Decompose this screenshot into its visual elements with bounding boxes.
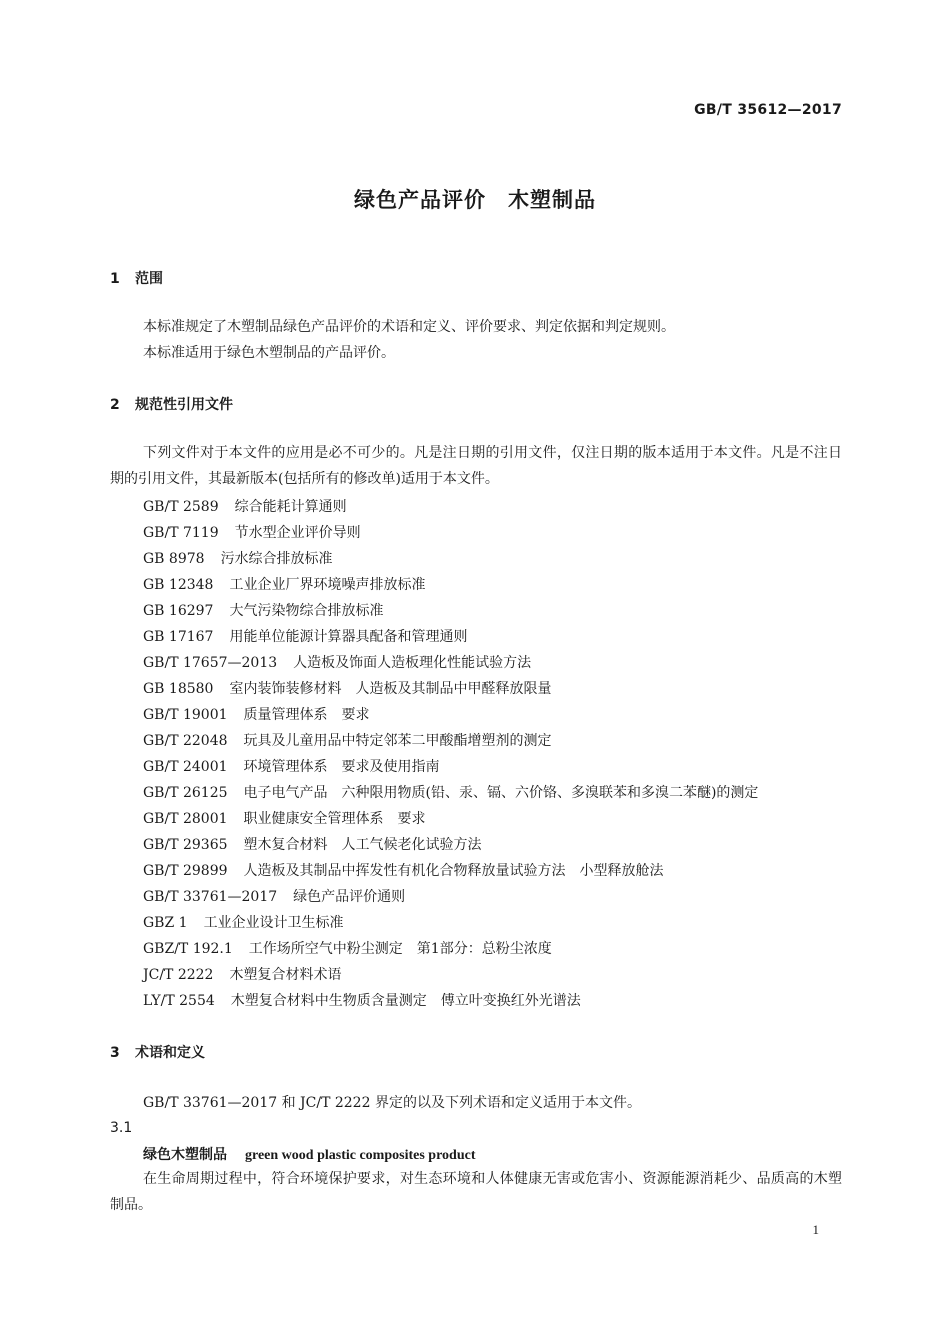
reference-title: 木塑复合材料术语: [229, 967, 342, 983]
reference-title: 木塑复合材料中生物质含量测定 傅立叶变换红外光谱法: [230, 993, 581, 1009]
reference-code: GB/T 24001: [143, 759, 228, 775]
scope-paragraph-2: 本标准适用于绿色木塑制品的产品评价。: [143, 345, 395, 361]
reference-title: 人造板及饰面人造板理化性能试验方法: [293, 655, 532, 671]
reference-item: [143, 520, 758, 546]
reference-title: 大气污染物综合排放标准: [229, 603, 384, 619]
reference-title: 电子电气产品 六种限用物质(铅、汞、镉、六价铬、多溴联苯和多溴二苯醚)的测定: [243, 785, 759, 801]
reference-code: GB 8978: [143, 551, 205, 567]
reference-title: 污水综合排放标准: [220, 551, 333, 567]
reference-title: 人造板及其制品中挥发性有机化合物释放量试验方法 小型释放舱法: [243, 863, 664, 879]
reference-item: [143, 650, 758, 676]
section-title: 规范性引用文件: [135, 397, 233, 413]
reference-title: 玩具及儿童用品中特定邻苯二甲酸酯增塑剂的测定: [243, 733, 552, 749]
term-entry: [143, 1144, 475, 1164]
reference-code: JC/T 2222: [143, 967, 214, 983]
reference-code: GB/T 19001: [143, 707, 228, 723]
reference-title: 综合能耗计算通则: [234, 499, 347, 515]
reference-code: GB/T 29899: [143, 863, 228, 879]
reference-item: [143, 624, 758, 650]
reference-code: GB 12348: [143, 577, 214, 593]
terms-intro: GB/T 33761—2017 和 JC/T 2222 界定的以及下列术语和定义适用于本文件。: [143, 1095, 641, 1111]
section-title: 范围: [135, 271, 163, 287]
reference-code: GBZ 1: [143, 915, 188, 931]
reference-item: [143, 832, 758, 858]
clause-number: 3.1: [110, 1120, 133, 1136]
reference-item: [143, 572, 758, 598]
term-definition: 在生命周期过程中，符合环境保护要求，对生态环境和人体健康无害或危害小、资源能源消耗少、品质高的木塑制品。: [110, 1171, 842, 1213]
section-1-heading: [110, 268, 163, 288]
reference-list: [143, 494, 758, 1014]
scope-paragraph-1: 本标准规定了木塑制品绿色产品评价的术语和定义、评价要求、判定依据和判定规则。: [143, 319, 675, 335]
reference-title: 工作场所空气中粉尘测定 第1部分：总粉尘浓度: [248, 941, 552, 957]
reference-code: LY/T 2554: [143, 993, 215, 1009]
reference-code: GB/T 2589: [143, 499, 219, 515]
reference-code: GB/T 29365: [143, 837, 228, 853]
reference-item: [143, 962, 758, 988]
reference-code: GB/T 33761—2017: [143, 889, 278, 905]
reference-title: 绿色产品评价通则: [293, 889, 406, 905]
reference-code: GB 16297: [143, 603, 214, 619]
reference-item: [143, 858, 758, 884]
reference-item: [143, 936, 758, 962]
reference-title: 工业企业设计卫生标准: [203, 915, 344, 931]
section-number: 2: [110, 397, 120, 413]
reference-code: GB/T 7119: [143, 525, 219, 541]
reference-item: [143, 598, 758, 624]
reference-title: 室内装饰装修材料 人造板及其制品中甲醛释放限量: [229, 681, 552, 697]
reference-item: [143, 910, 758, 936]
reference-code: GB/T 28001: [143, 811, 228, 827]
reference-item: [143, 728, 758, 754]
reference-code: GB/T 17657—2013: [143, 655, 278, 671]
reference-item: [143, 806, 758, 832]
section-title: 术语和定义: [135, 1045, 205, 1061]
reference-item: [143, 884, 758, 910]
reference-code: GB 18580: [143, 681, 214, 697]
document-title: 绿色产品评价 木塑制品: [354, 188, 596, 212]
section-2-heading: [110, 394, 233, 414]
page-number: 1: [812, 1222, 819, 1237]
reference-title: 质量管理体系 要求: [243, 707, 370, 723]
term-chinese: 绿色木塑制品: [143, 1147, 227, 1163]
reference-item: [143, 676, 758, 702]
reference-title: 工业企业厂界环境噪声排放标准: [229, 577, 426, 593]
reference-title: 节水型企业评价导则: [234, 525, 361, 541]
reference-code: GBZ/T 192.1: [143, 941, 233, 957]
reference-title: 环境管理体系 要求及使用指南: [243, 759, 440, 775]
term-english: green wood plastic composites product: [245, 1148, 476, 1163]
reference-code: GB 17167: [143, 629, 214, 645]
reference-item: [143, 702, 758, 728]
section-3-heading: [110, 1042, 205, 1062]
reference-title: 塑木复合材料 人工气候老化试验方法: [243, 837, 482, 853]
reference-item: [143, 546, 758, 572]
reference-code: GB/T 26125: [143, 785, 228, 801]
reference-code: GB/T 22048: [143, 733, 228, 749]
section-number: 3: [110, 1045, 120, 1061]
section-number: 1: [110, 271, 120, 287]
normative-refs-intro: 下列文件对于本文件的应用是必不可少的。凡是注日期的引用文件，仅注日期的版本适用于本文件。凡是不注日期的引用文件，其最新版本(包括所有的修改单)适用于本文件。: [110, 445, 842, 487]
reference-item: [143, 494, 758, 520]
reference-title: 用能单位能源计算器具配备和管理通则: [229, 629, 468, 645]
reference-item: [143, 988, 758, 1014]
standard-code: GB/T 35612—2017: [694, 102, 842, 118]
reference-item: [143, 780, 758, 806]
reference-title: 职业健康安全管理体系 要求: [243, 811, 426, 827]
reference-item: [143, 754, 758, 780]
